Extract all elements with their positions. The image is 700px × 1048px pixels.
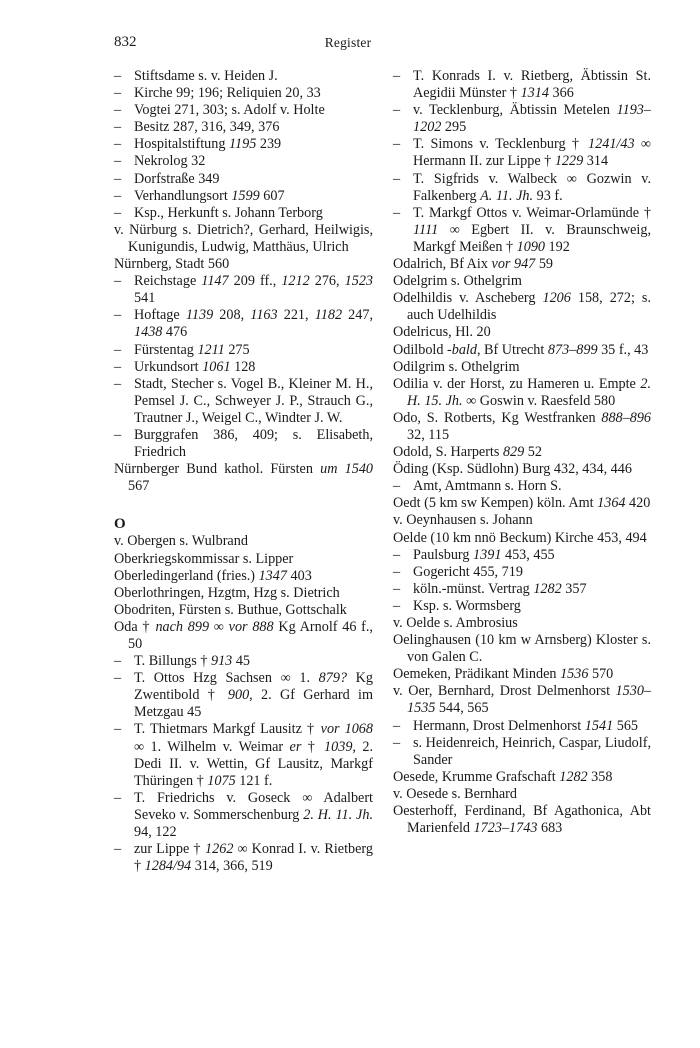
subentry-text: Paulsburg 1391 453, 455 xyxy=(413,546,555,563)
subentry-text: Fürstentag 1211 275 xyxy=(134,341,250,358)
subentry-dash: – xyxy=(393,563,401,580)
index-entry: Oelinghausen (10 km w Arnsberg) Kloster s. von Galen C. xyxy=(393,632,651,666)
index-subentry xyxy=(393,205,651,256)
index-entry: Odelgrim s. Othelgrim xyxy=(393,273,522,290)
index-subentry xyxy=(114,119,373,136)
subentry-dash: – xyxy=(114,85,122,102)
subentry-text: s. Heidenreich, Heinrich, Caspar, Liudolf, Sander xyxy=(413,734,651,768)
index-entry: Oberkriegskommissar s. Lipper xyxy=(114,550,294,567)
subentry-dash: – xyxy=(393,102,401,119)
subentry-text: T. Simons v. Tecklenburg † 1241/43 ∞ Hermann II. zur Lippe † 1229 314 xyxy=(413,136,651,170)
index-entry: Odilbold -bald, Bf Utrecht 873–899 35 f., 43 xyxy=(393,341,649,358)
index-subentry xyxy=(114,376,373,427)
subentry-dash: – xyxy=(393,68,401,84)
subentry-text: Dorfstraße 349 xyxy=(134,170,220,187)
subentry-text: zur Lippe † 1262 ∞ Konrad I. v. Rietberg † 1284/94 314, 366, 519 xyxy=(134,841,373,875)
page-header xyxy=(114,34,582,54)
subentry-dash: – xyxy=(393,546,401,563)
subentry-text: Hermann, Drost Delmenhorst 1541 565 xyxy=(413,717,638,734)
subentry-text: Nekrolog 32 xyxy=(134,153,206,170)
subentry-dash: – xyxy=(114,119,122,136)
index-entry: v. Obergen s. Wulbrand xyxy=(114,533,248,550)
subentry-dash: – xyxy=(114,341,122,358)
subentry-dash: – xyxy=(393,597,401,614)
index-entry: Nürnberg, Stadt 560 xyxy=(114,256,230,273)
subentry-dash: – xyxy=(114,841,122,858)
index-subentry xyxy=(393,478,651,495)
subentry-dash: – xyxy=(114,358,122,375)
subentry-dash: – xyxy=(114,204,122,221)
section-letter: O xyxy=(114,516,126,533)
index-entry: Oda † nach 899 ∞ vor 888 Kg Arnolf 46 f., 50 xyxy=(114,618,373,652)
index-entry: Oesterhoff, Ferdinand, Bf Agathonica, Abt Marienfeld 1723–1743 683 xyxy=(393,803,651,837)
index-subentry xyxy=(114,136,373,153)
index-entry: v. Nürburg s. Dietrich?, Gerhard, Heilwigis, Kunigundis, Ludwig, Matthäus, Ulrich xyxy=(114,221,373,255)
index-subentry xyxy=(393,547,651,564)
index-subentry xyxy=(114,102,373,119)
index-subentry xyxy=(393,718,651,735)
index-subentry xyxy=(114,427,373,461)
index-subentry xyxy=(393,68,651,102)
index-entry: Odalrich, Bf Aix vor 947 59 xyxy=(393,256,553,273)
index-subentry xyxy=(114,841,373,875)
index-column-right xyxy=(393,68,651,837)
subentry-text: Gogericht 455, 719 xyxy=(413,563,523,580)
index-subentry xyxy=(393,564,651,581)
subentry-dash: – xyxy=(114,136,122,153)
running-head: Register xyxy=(324,35,372,50)
subentry-text: T. Thietmars Markgf Lausitz † vor 1068 ∞ 1. Wilhelm v. Weimar er † 1039, 2. Dedi II. v. Wettin, Gf Lausitz, Markgf Thüringen † 1075 121 f. xyxy=(134,721,373,789)
index-subentry xyxy=(393,102,651,136)
subentry-text: Verhandlungsort 1599 607 xyxy=(134,187,285,204)
index-entry: Oedt (5 km sw Kempen) köln. Amt 1364 420 xyxy=(393,495,651,512)
index-entry: Oesede, Krumme Grafschaft 1282 358 xyxy=(393,768,613,785)
subentry-text: Stadt, Stecher s. Vogel B., Kleiner M. H., Pemsel J. C., Schweyer J. P., Strauch G., Trautner J., Weigel C., Windter J. W. xyxy=(134,375,373,426)
page-number: 832 xyxy=(114,34,137,50)
subentry-dash: – xyxy=(393,204,401,221)
index-subentry xyxy=(114,188,373,205)
index-subentry xyxy=(114,85,373,102)
subentry-text: Burggrafen 386, 409; s. Elisabeth, Friedrich xyxy=(134,426,373,461)
subentry-text: Hoftage 1139 208, 1163 221, 1182 247, 1438 476 xyxy=(134,307,374,341)
index-entry: Odilia v. der Horst, zu Hameren u. Empte 2. H. 15. Jh. ∞ Goswin v. Raesfeld 580 xyxy=(393,375,651,409)
subentry-text: Amt, Amtmann s. Horn S. xyxy=(413,478,562,495)
subentry-text: T. Konrads I. v. Rietberg, Äbtissin St. Aegidii Münster † 1314 366 xyxy=(413,68,651,102)
subentry-dash: – xyxy=(114,653,122,670)
subentry-dash: – xyxy=(114,170,122,187)
index-entry: Oberledingerland (fries.) 1347 403 xyxy=(114,567,312,584)
subentry-dash: – xyxy=(393,136,401,153)
index-subentry xyxy=(393,136,651,170)
subentry-text: Stiftsdame s. v. Heiden J. xyxy=(134,68,278,84)
index-subentry xyxy=(114,273,373,307)
index-entry: Odelricus, Hl. 20 xyxy=(393,324,491,341)
index-entry: Odo, S. Rotberts, Kg Westfranken 888–896 32, 115 xyxy=(393,409,651,443)
index-subentry xyxy=(114,670,373,721)
subentry-text: T. Billungs † 913 45 xyxy=(134,653,250,670)
subentry-text: Ksp. s. Wormsberg xyxy=(413,597,521,614)
index-entry: Oemeken, Prädikant Minden 1536 570 xyxy=(393,666,614,683)
subentry-text: Reichstage 1147 209 ff., 1212 276, 1523 541 xyxy=(134,273,373,307)
subentry-dash: – xyxy=(393,734,401,751)
subentry-dash: – xyxy=(114,670,122,687)
subentry-text: v. Tecklenburg, Äbtissin Metelen 1193–1202 295 xyxy=(413,102,651,136)
subentry-text: Kirche 99; 196; Reliquien 20, 33 xyxy=(134,85,321,102)
subentry-dash: – xyxy=(393,478,401,495)
subentry-text: T. Ottos Hzg Sachsen ∞ 1. 879? Kg Zwentibold † 900, 2. Gf Gerhard im Metzgau 45 xyxy=(134,670,373,721)
subentry-dash: – xyxy=(393,580,401,597)
index-subentry xyxy=(114,307,373,341)
index-entry: Odilgrim s. Othelgrim xyxy=(393,358,520,375)
index-entry: v. Oeynhausen s. Johann xyxy=(393,512,533,529)
index-subentry xyxy=(114,721,373,789)
index-entry: v. Oer, Bernhard, Drost Delmenhorst 1530–1535 544, 565 xyxy=(393,683,651,717)
index-entry: Odelhildis v. Ascheberg 1206 158, 272; s. auch Udelhildis xyxy=(393,290,651,324)
subentry-text: Besitz 287, 316, 349, 376 xyxy=(134,119,280,136)
index-column-left xyxy=(114,68,373,875)
subentry-text: Vogtei 271, 303; s. Adolf v. Holte xyxy=(134,102,325,119)
subentry-text: Hospitalstiftung 1195 239 xyxy=(134,136,282,153)
subentry-dash: – xyxy=(114,187,122,204)
subentry-text: köln.-münst. Vertrag 1282 357 xyxy=(413,580,587,597)
subentry-dash: – xyxy=(114,721,122,738)
subentry-dash: – xyxy=(114,375,122,392)
index-entry: Nürnberger Bund kathol. Fürsten um 1540 567 xyxy=(114,461,374,495)
index-entry: Oelde (10 km nnö Beckum) Kirche 453, 494 xyxy=(393,529,647,546)
subentry-text: Urkundsort 1061 128 xyxy=(134,358,256,375)
index-subentry xyxy=(393,598,651,615)
index-subentry xyxy=(393,581,651,598)
index-entry: Öding (Ksp. Südlohn) Burg 432, 434, 446 xyxy=(393,461,632,478)
subentry-text: T. Markgf Ottos v. Weimar-Orlamünde † 1111 ∞ Egbert II. v. Braunschweig, Markgf Meißen † 1090 192 xyxy=(413,204,651,255)
subentry-text: Ksp., Herkunft s. Johann Terborg xyxy=(134,204,323,221)
index-subentry xyxy=(114,653,373,670)
subentry-dash: – xyxy=(114,307,122,324)
index-entry: Odold, S. Harperts 829 52 xyxy=(393,444,542,461)
index-subentry xyxy=(114,359,373,376)
subentry-dash: – xyxy=(114,68,122,84)
index-subentry xyxy=(114,790,373,841)
subentry-dash: – xyxy=(393,170,401,187)
index-subentry xyxy=(114,153,373,170)
subentry-dash: – xyxy=(114,153,122,170)
subentry-dash: – xyxy=(393,717,401,734)
subentry-dash: – xyxy=(114,426,122,443)
subentry-dash: – xyxy=(114,789,122,806)
subentry-text: T. Sigfrids v. Walbeck ∞ Gozwin v. Falkenberg A. 11. Jh. 93 f. xyxy=(413,170,651,204)
subentry-dash: – xyxy=(114,273,122,290)
index-subentry xyxy=(114,68,373,85)
index-subentry xyxy=(114,171,373,188)
index-entry: Oberlothringen, Hzgtm, Hzg s. Dietrich xyxy=(114,584,340,601)
index-subentry xyxy=(114,205,373,222)
index-subentry xyxy=(393,735,651,769)
index-entry: v. Oesede s. Bernhard xyxy=(393,785,517,802)
index-entry: v. Oelde s. Ambrosius xyxy=(393,615,518,631)
subentry-dash: – xyxy=(114,102,122,119)
index-subentry xyxy=(393,171,651,205)
index-entry: Obodriten, Fürsten s. Buthue, Gottschalk xyxy=(114,601,347,618)
subentry-text: T. Friedrichs v. Goseck ∞ Adalbert Seveko v. Sommerschenburg 2. H. 11. Jh. 94, 122 xyxy=(134,789,373,841)
index-subentry xyxy=(114,342,373,359)
